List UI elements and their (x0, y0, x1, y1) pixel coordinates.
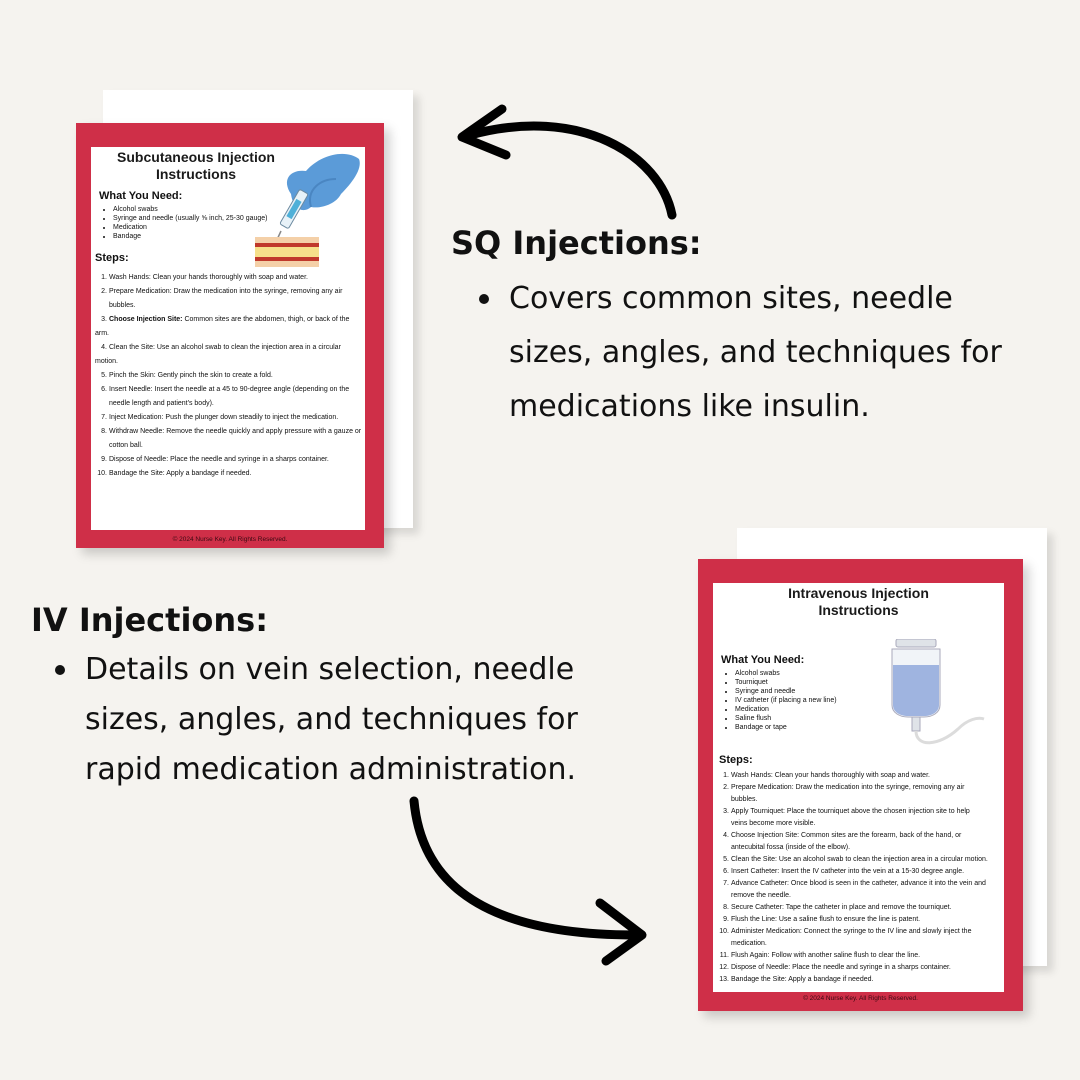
step-text: bubbles. (109, 302, 136, 309)
list-item (717, 890, 1003, 902)
list-item: • Bandage (113, 232, 278, 241)
sq-heading: SQ Injections: (451, 224, 702, 262)
step-number: 6. (723, 868, 729, 875)
iv-doc-card (698, 559, 1023, 1011)
list-item: • Syringe and needle (usually ⅝ inch, 25-30 gauge) (113, 214, 278, 223)
list-item (95, 439, 363, 453)
list-item (95, 369, 363, 383)
iv-heading: IV Injections: (31, 601, 269, 639)
list-item (95, 383, 363, 397)
list-item (95, 285, 363, 299)
list-item (95, 453, 363, 467)
list-item (717, 842, 1003, 854)
step-number: 8. (101, 428, 107, 435)
list-item: • Alcohol swabs (113, 205, 278, 214)
sq-doc-sheet (91, 147, 365, 530)
list-item: • Medication (735, 705, 905, 714)
list-item (717, 818, 1003, 830)
step-number: 3. (723, 808, 729, 815)
step-text: Inject Medication: Push the plunger down steadily to inject the medication. (109, 414, 339, 421)
step-text: Flush Again: Follow with another saline flush to clear the line. (731, 952, 921, 959)
list-item (95, 467, 363, 481)
iv-bullet-text: Details on vein selection, needle sizes, angles, and techniques for rapid medication administration. (85, 652, 578, 787)
sq-doc-title-line2: Instructions (155, 165, 237, 182)
sq-doc-card (76, 123, 384, 548)
step-text: Pinch the Skin: Gently pinch the skin to create a fold. (109, 372, 273, 379)
step-text: Common sites are the abdomen, thigh, or back of the arm. (95, 316, 350, 337)
step-text: bubbles. (731, 796, 758, 803)
iv-doc-sheet (713, 583, 1004, 992)
list-item (717, 914, 1003, 926)
list-item (717, 782, 1003, 794)
iv-steps-heading: Steps: (719, 754, 753, 766)
step-text: antecubital fossa (inside of the elbow). (731, 844, 851, 851)
step-text: Prepare Medication: Draw the medication into the syringe, removing any air (109, 288, 343, 295)
step-number: 7. (723, 880, 729, 887)
iv-steps-list (717, 770, 1003, 986)
step-text: Dispose of Needle: Place the needle and syringe in a sharps container. (731, 964, 951, 971)
step-number: 9. (723, 916, 729, 923)
step-number: 1. (723, 772, 729, 779)
iv-needs-heading: What You Need: (721, 654, 805, 666)
list-item (95, 313, 363, 341)
step-number: 12. (719, 964, 729, 971)
curved-arrow-left-icon (440, 95, 690, 225)
list-item (95, 341, 363, 369)
step-number: 8. (723, 904, 729, 911)
curved-arrow-right-icon (400, 795, 660, 975)
list-item (717, 794, 1003, 806)
sq-bullet-text: Covers common sites, needle sizes, angles, and techniques for medications like insulin. (509, 281, 1002, 424)
step-number: 5. (723, 856, 729, 863)
step-number: 2. (723, 784, 729, 791)
list-item (717, 806, 1003, 818)
step-number: 2. (101, 288, 107, 295)
step-text: medication. (731, 940, 767, 947)
step-text: Clean the Site: Use an alcohol swab to clean the injection area in a circular motion. (95, 344, 341, 365)
step-text: Advance Catheter: Once blood is seen in the catheter, advance it into the vein and (731, 880, 986, 887)
sq-bullet (509, 272, 1039, 434)
list-item: • Saline flush (735, 714, 905, 723)
list-item (95, 397, 363, 411)
list-item: • Medication (113, 223, 278, 232)
bullet-dot-icon (55, 665, 65, 675)
list-item (717, 974, 1003, 986)
list-item (95, 271, 363, 285)
list-item (717, 926, 1003, 938)
list-item (717, 878, 1003, 890)
list-item (717, 830, 1003, 842)
step-number: 3. (101, 316, 107, 323)
step-text: Flush the Line: Use a saline flush to ensure the line is patent. (731, 916, 921, 923)
iv-doc-title-line1: Intravenous Injection (788, 585, 929, 601)
step-text: Clean the Site: Use an alcohol swab to clean the injection area in a circular motion. (731, 856, 988, 863)
step-number: 11. (719, 952, 729, 959)
step-text: Wash Hands: Clean your hands thoroughly with soap and water. (109, 274, 308, 281)
list-item (717, 938, 1003, 950)
step-text: Insert Needle: Insert the needle at a 45 to 90-degree angle (depending on the (109, 386, 350, 393)
step-text: Bandage the Site: Apply a bandage if needed. (731, 976, 874, 983)
list-item: • Tourniquet (735, 678, 905, 687)
step-text: veins become more visible. (731, 820, 816, 827)
sq-doc-footer: © 2024 Nurse Key. All Rights Reserved. (172, 536, 288, 543)
iv-doc-title-line2: Instructions (818, 601, 899, 618)
step-number: 7. (101, 414, 107, 421)
bullet-dot-icon (479, 294, 489, 304)
iv-needs-list (721, 669, 905, 732)
list-item: • Syringe and needle (735, 687, 905, 696)
sq-steps-heading: Steps: (95, 252, 129, 264)
step-text: needle length and patient's body). (109, 400, 214, 407)
step-number: 9. (101, 456, 107, 463)
step-text: Dispose of Needle: Place the needle and syringe in a sharps container. (109, 456, 329, 463)
list-item (717, 770, 1003, 782)
step-text: Administer Medication: Connect the syringe to the IV line and slowly inject the (731, 928, 972, 935)
step-number: 10. (97, 470, 107, 477)
list-item: • IV catheter (if placing a new line) (735, 696, 905, 705)
list-item (717, 854, 1003, 866)
step-number: 13. (719, 976, 729, 983)
step-text: Wash Hands: Clean your hands thoroughly with soap and water. (731, 772, 930, 779)
list-item: • Bandage or tape (735, 723, 905, 732)
iv-doc-footer: © 2024 Nurse Key. All Rights Reserved. (803, 995, 918, 1002)
step-text: Choose Injection Site: Common sites are the forearm, back of the hand, or (731, 832, 962, 839)
list-item (717, 866, 1003, 878)
list-item (95, 411, 363, 425)
list-item (717, 902, 1003, 914)
step-text: Apply Tourniquet: Place the tourniquet above the chosen injection site to help (731, 808, 970, 815)
step-text: Prepare Medication: Draw the medication into the syringe, removing any air (731, 784, 965, 791)
step-number: 10. (719, 928, 729, 935)
list-item (717, 950, 1003, 962)
step-text: Secure Catheter: Tape the catheter in place and remove the tourniquet. (731, 904, 952, 911)
sq-needs-list (99, 205, 278, 241)
iv-doc-title (713, 585, 1004, 619)
step-label: Choose Injection Site: (109, 316, 183, 323)
step-text: Bandage the Site: Apply a bandage if needed. (109, 470, 252, 477)
step-number: 4. (723, 832, 729, 839)
list-item (95, 425, 363, 439)
step-text: Insert Catheter: Insert the IV catheter into the vein at a 15-30 degree angle. (731, 868, 965, 875)
sq-doc-title-line1: Subcutaneous Injection (117, 149, 275, 165)
step-number: 6. (101, 386, 107, 393)
sq-needs-heading: What You Need: (99, 190, 183, 202)
step-text: Withdraw Needle: Remove the needle quickly and apply pressure with a gauze or (109, 428, 362, 435)
step-text: remove the needle. (731, 892, 791, 899)
skin-layers-icon (255, 237, 319, 267)
sq-steps-list (95, 271, 363, 481)
list-item: • Alcohol swabs (735, 669, 905, 678)
list-item (717, 962, 1003, 974)
list-item (95, 299, 363, 313)
step-number: 5. (101, 372, 107, 379)
step-text: cotton ball. (109, 442, 143, 449)
step-number: 4. (101, 344, 107, 351)
step-number: 1. (101, 274, 107, 281)
iv-bullet (85, 645, 605, 795)
